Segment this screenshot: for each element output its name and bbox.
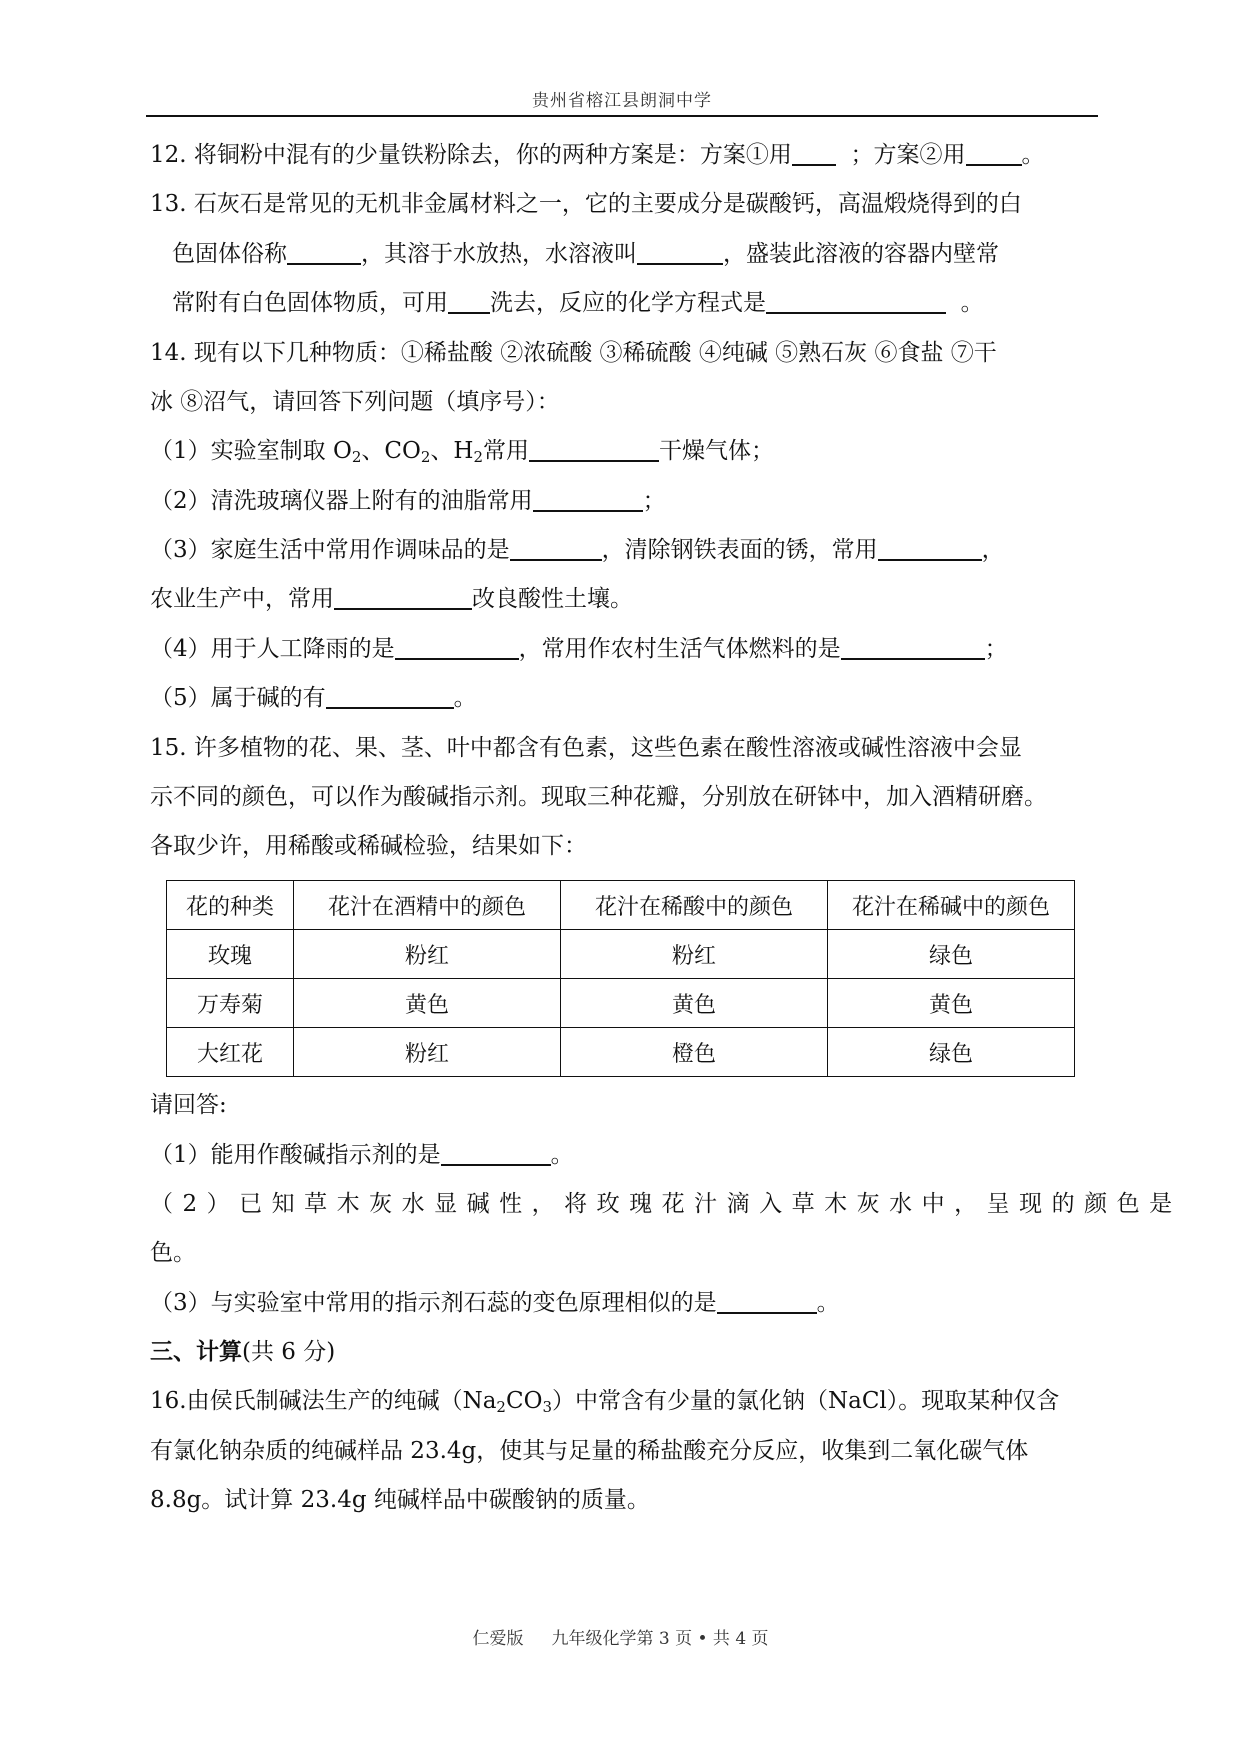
table-cell: 万寿菊 <box>167 979 294 1028</box>
q16-line-3: 8.8g。试计算 23.4g 纯碱样品中碳酸钠的质量。 <box>150 1487 650 1513</box>
q15-p3-text: （3）与实验室中常用的指示剂石蕊的变色原理相似的是 <box>150 1290 717 1316</box>
table-cell: 黄色 <box>294 979 561 1028</box>
q14-p5-text: （5）属于碱的有 <box>150 685 326 711</box>
table-cell: 玫瑰 <box>167 930 294 979</box>
table-cell: 黄色 <box>561 979 828 1028</box>
subscript: 3 <box>542 1398 552 1416</box>
q15-blank-2 <box>717 1290 817 1314</box>
q14-blank-6 <box>395 636 519 660</box>
section-title: 三、计算 <box>150 1339 242 1365</box>
q12-blank-1 <box>792 142 836 166</box>
table-row <box>167 930 1075 979</box>
q15-part-1 <box>150 1140 1101 1170</box>
q13-blank-1 <box>287 241 361 265</box>
q14-blank-2 <box>533 488 643 512</box>
q14-p2-text: （2）清洗玻璃仪器上附有的油脂常用 <box>150 488 533 514</box>
subscript: 2 <box>473 448 483 466</box>
q14-p1-prefix: （1）实验室制取 O <box>150 438 352 464</box>
q14-p3-text-b: ，清除钢铁表面的锈，常用 <box>601 537 878 563</box>
table-row <box>167 1028 1075 1077</box>
q14-blank-1 <box>529 438 659 462</box>
q13-line-2 <box>172 239 1101 269</box>
table-row <box>167 979 1075 1028</box>
q14-part-1 <box>150 436 1101 472</box>
flower-color-table <box>166 880 1075 1077</box>
footer-page-number: 九年级化学第 3 页 • 共 4 页 <box>551 1629 769 1649</box>
section-score: (共 6 分) <box>242 1339 336 1365</box>
q15-ask: 请回答: <box>150 1092 227 1118</box>
table-cell: 粉红 <box>294 1028 561 1077</box>
q14-line-1: 14. 现有以下几种物质：①稀盐酸 ②浓硫酸 ③稀硫酸 ④纯碱 ⑤熟石灰 ⑥食盐 ⑦干 <box>150 340 997 366</box>
table-cell: 大红花 <box>167 1028 294 1077</box>
table-cell: 黄色 <box>828 979 1075 1028</box>
q15-part-2: （2）已知草木灰水显碱性，将玫瑰花汁滴入草木灰水中，呈现的颜色是 <box>150 1191 1182 1217</box>
q14-p2-end: ； <box>642 488 666 514</box>
q15-part-3 <box>150 1288 1101 1318</box>
q13-text-f: 。 <box>960 290 984 316</box>
q14-line-2: 冰 ⑧沼气，请回答下列问题（填序号）： <box>150 389 560 415</box>
q14-part-4 <box>150 634 1101 664</box>
q14-blank-4 <box>878 537 982 561</box>
q13-blank-4 <box>766 290 946 314</box>
page-footer <box>0 1624 1241 1649</box>
q14-p3-text-e: 改良酸性土壤。 <box>472 586 633 612</box>
q14-p1-co: 、CO <box>361 438 421 464</box>
table-header-row <box>167 881 1075 930</box>
q14-p4-text-c: ； <box>984 636 1008 662</box>
q14-p1-mid: 常用 <box>482 438 529 464</box>
q16-line-1 <box>150 1386 1101 1422</box>
q12-end: 。 <box>1021 142 1045 168</box>
q15-line-3: 各取少许，用稀酸或稀碱检验，结果如下： <box>150 833 587 859</box>
q15-p1-end: 。 <box>550 1142 574 1168</box>
q15-line-1: 15. 许多植物的花、果、茎、叶中都含有色素，这些色素在酸性溶液或碱性溶液中会显 <box>150 735 1022 761</box>
header-rule <box>146 115 1098 117</box>
q14-part-3 <box>150 535 1101 565</box>
q14-blank-5 <box>334 586 472 610</box>
q16-text-b: CO <box>505 1388 543 1414</box>
q15-p1-text: （1）能用作酸碱指示剂的是 <box>150 1142 441 1168</box>
table-header-cell: 花汁在稀碱中的颜色 <box>828 881 1075 930</box>
q14-part-5 <box>150 683 1101 713</box>
q14-blank-7 <box>841 636 985 660</box>
q13-blank-3 <box>448 290 490 314</box>
q14-p5-end: 。 <box>453 685 477 711</box>
q12-mid: ；方案②用 <box>850 142 966 168</box>
q13-line-1: 13. 石灰石是常见的无机非金属材料之一，它的主要成分是碳酸钙，高温煅烧得到的白 <box>150 191 1022 217</box>
q15-part-2-cont: 色。 <box>150 1240 196 1266</box>
section-3-heading <box>150 1337 1101 1367</box>
q14-part-2 <box>150 486 1101 516</box>
table-cell: 粉红 <box>294 930 561 979</box>
q13-text-d: 常附有白色固体物质，可用 <box>172 290 448 316</box>
q13-text-e: 洗去，反应的化学方程式是 <box>490 290 766 316</box>
q16-text-a: 16.由侯氏制碱法生产的纯碱（Na <box>150 1388 497 1414</box>
page-header: 贵州省榕江县朗洞中学 <box>532 91 712 111</box>
q12-blank-2 <box>966 142 1022 166</box>
q15-line-2: 示不同的颜色，可以作为酸碱指示剂。现取三种花瓣，分别放在研钵中，加入酒精研磨。 <box>150 784 1047 810</box>
table-cell: 绿色 <box>828 1028 1075 1077</box>
table-cell: 绿色 <box>828 930 1075 979</box>
q13-line-3 <box>172 288 1101 318</box>
subscript: 2 <box>496 1398 506 1416</box>
table-header-cell: 花汁在稀酸中的颜色 <box>561 881 828 930</box>
q16-line-2: 有氯化钠杂质的纯碱样品 23.4g，使其与足量的稀盐酸充分反应，收集到二氧化碳气体 <box>150 1438 1029 1464</box>
footer-edition: 仁爱版 <box>472 1629 524 1649</box>
q14-part-3-cont <box>150 584 1101 614</box>
q13-text-a: 色固体俗称 <box>172 241 287 267</box>
table-header-cell: 花汁在酒精中的颜色 <box>294 881 561 930</box>
q14-p4-text-b: ，常用作农村生活气体燃料的是 <box>518 636 841 662</box>
table-cell: 橙色 <box>561 1028 828 1077</box>
question-12 <box>150 140 1101 170</box>
q14-blank-8 <box>326 685 454 709</box>
q14-p3-text-c: ， <box>981 537 1005 563</box>
subscript: 2 <box>420 448 431 466</box>
q14-blank-3 <box>510 537 602 561</box>
q14-p4-text-a: （4）用于人工降雨的是 <box>150 636 395 662</box>
q14-p1-h: 、H <box>430 438 474 464</box>
q14-p1-end: 干燥气体； <box>658 438 774 464</box>
q13-text-b: ，其溶于水放热，水溶液叫 <box>361 241 637 267</box>
q14-p3-text-a: （3）家庭生活中常用作调味品的是 <box>150 537 510 563</box>
q14-p3-text-d: 农业生产中，常用 <box>150 586 334 612</box>
table-header-cell: 花的种类 <box>167 881 294 930</box>
subscript: 2 <box>351 448 362 466</box>
q13-blank-2 <box>637 241 723 265</box>
q15-p3-end: 。 <box>816 1290 840 1316</box>
q16-text-c: ）中常含有少量的氯化钠（NaCl）。现取某种仅含 <box>551 1388 1060 1414</box>
q12-text: 12. 将铜粉中混有的少量铁粉除去，你的两种方案是：方案①用 <box>150 142 792 168</box>
table-cell: 粉红 <box>561 930 828 979</box>
q15-blank-1 <box>441 1142 551 1166</box>
q13-text-c: ，盛装此溶液的容器内壁常 <box>723 241 999 267</box>
